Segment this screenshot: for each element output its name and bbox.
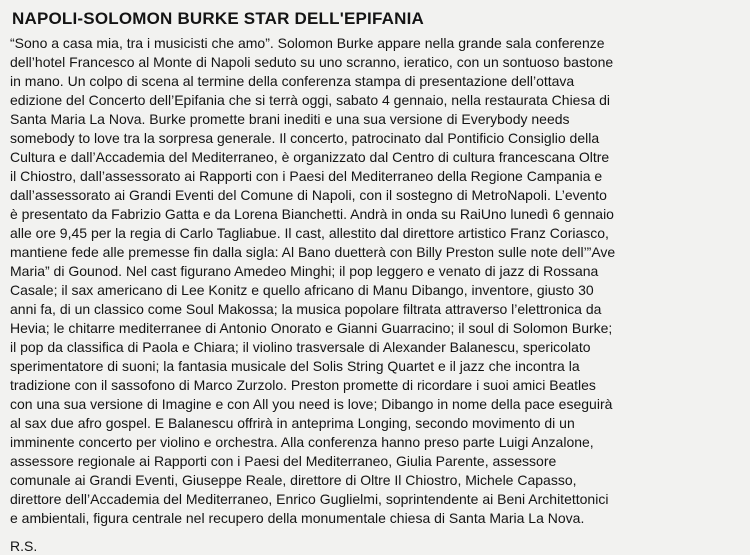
- article-line: comunale ai Grandi Eventi, Giuseppe Reale, direttore di Oltre Il Chiostro, Michele Capasso,: [10, 472, 577, 488]
- article-line: dall’assessorato ai Grandi Eventi del Comune di Napoli, con il sostegno di MetroNapoli. L’evento: [10, 187, 607, 203]
- article-line: mantiene fede alle premesse fin dalla sigla: Al Bano duetterà con Billy Preston sulle note dell’”Ave: [10, 244, 616, 260]
- article-line: Hevia; le chitarre mediterranee di Antonio Onorato e Gianni Guarracino; il soul di Solomon Burke;: [10, 320, 613, 336]
- article-line: imminente concerto per violino e orchestra. Alla conferenza hanno preso parte Luigi Anzalone,: [10, 434, 594, 450]
- article-line: anni fa, di un classico come Soul Makossa; la musica popolare filtrata attraverso l’elettronica da: [10, 301, 602, 317]
- article-line: Maria” di Gounod. Nel cast figurano Amedeo Minghi; il pop leggero e venato di jazz di Rossana: [10, 263, 599, 279]
- article-line: edizione del Concerto dell’Epifania che si terrà oggi, sabato 4 gennaio, nella restaurata Chiesa di: [10, 92, 611, 108]
- article-line: Cultura e dall’Accademia del Mediterraneo, è organizzato dal Centro di cultura francescana Oltre: [10, 149, 610, 165]
- article-line: direttore dell’Accademia del Mediterraneo, Enrico Guglielmi, soprintendente ai Beni Architettonici: [10, 491, 609, 507]
- article-line: è presentato da Fabrizio Gatta e da Lorena Bianchetti. Andrà in onda su RaiUno lunedì 6 gennaio: [10, 206, 614, 222]
- article-body: [10, 34, 740, 528]
- article-line: il pop da classifica di Paola e Chiara; il violino trasversale di Alexander Balanescu, spericolato: [10, 339, 591, 355]
- article-line: dell’hotel Francesco al Monte di Napoli seduto su uno scranno, ieratico, con un sontuoso bastone: [10, 54, 614, 70]
- article-line: al sax due afro gospel. E Balanescu offrirà in anteprima Longing, secondo movimento di un: [10, 415, 575, 431]
- article-line: “Sono a casa mia, tra i musicisti che amo”. Solomon Burke appare nella grande sala conferenze: [10, 35, 605, 51]
- article-line: e ambientali, figura centrale nel recupero della monumentale chiesa di Santa Maria La Nova.: [10, 510, 585, 526]
- article-line: Casale; il sax americano di Lee Konitz e quello africano di Manu Dibango, inventore, giusto 30: [10, 282, 594, 298]
- article-headline: NAPOLI-SOLOMON BURKE STAR DELL'EPIFANIA: [12, 9, 424, 28]
- article-line: Santa Maria La Nova. Burke promette brani inediti e una sua versione di Everybody needs: [10, 111, 570, 127]
- article-line: il Chiostro, dall’assessorato ai Rapporti con i Paesi del Mediterraneo della Regione Campania e: [10, 168, 603, 184]
- article-line: assessore regionale ai Rapporti con i Paesi del Mediterraneo, Giulia Parente, assessore: [10, 453, 557, 469]
- article-line: con una sua versione di Imagine e con All you need is love; Dibango in nome della pace eseguirà: [10, 396, 613, 412]
- article-line: sperimentatore di suoni; la fantasia musicale del Solis String Quartet e il jazz che incontra la: [10, 358, 580, 374]
- article-line: alle ore 9,45 per la regia di Carlo Tagliabue. Il cast, allestito dal direttore artistico Franz Coriasco,: [10, 225, 609, 241]
- author-signature: R.S.: [10, 538, 38, 554]
- article-line: somebody to love tra la sorpresa generale. Il concerto, patrocinato dal Pontificio Consiglio della: [10, 130, 600, 146]
- article-line: tradizione con il sassofono di Marco Zurzolo. Preston promette di ricordare i suoi amici Beatles: [10, 377, 596, 393]
- article-line: in mano. Un colpo di scena al termine della conferenza stampa di presentazione dell’ottava: [10, 73, 575, 89]
